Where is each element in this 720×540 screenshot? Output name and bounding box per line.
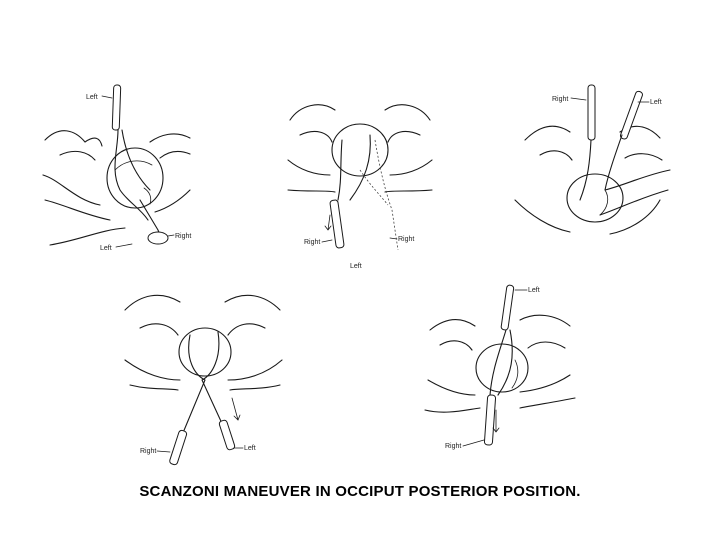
diagram-label: Left	[528, 287, 540, 294]
diagram-panel-2	[280, 80, 440, 270]
pelvis-outline	[540, 151, 662, 160]
panel-1-drawing	[40, 80, 205, 265]
rotation-arrow	[512, 360, 518, 388]
panel-4-drawing	[120, 280, 290, 475]
pelvis-outline	[60, 151, 190, 160]
diagram-label: Left	[244, 445, 256, 452]
pelvis-outline	[300, 131, 420, 142]
diagram-label: Right	[552, 96, 569, 103]
fetal-head	[476, 344, 528, 392]
forceps-handle	[112, 85, 121, 130]
figure-caption: SCANZONI MANEUVER IN OCCIPUT POSTERIOR POSITION.	[139, 483, 581, 500]
traction-arrow	[232, 398, 240, 420]
diagram-label: Left	[650, 99, 662, 106]
diagram-label: Left	[100, 245, 112, 252]
diagram-panel-5	[420, 280, 580, 465]
pelvis-outline	[288, 160, 432, 175]
pelvis-outline	[125, 360, 282, 380]
diagram-panel-4	[120, 280, 290, 475]
diagram-label: Right	[398, 236, 415, 243]
pelvis-outline	[430, 315, 570, 330]
forceps-handle	[620, 90, 644, 139]
forceps-handle	[219, 419, 236, 450]
pelvis-outline	[290, 105, 430, 120]
forceps-blade	[605, 135, 622, 190]
forceps-handle	[501, 285, 514, 331]
panel-3-drawing	[510, 80, 680, 250]
diagram-label: Right	[175, 233, 192, 240]
thigh-line	[45, 200, 125, 245]
thigh-line	[288, 190, 432, 192]
pelvis-outline	[140, 324, 265, 335]
diagram-label: Right	[304, 239, 321, 246]
forceps-blade	[202, 332, 225, 430]
rotation-arrow	[325, 215, 331, 230]
forceps-blade	[580, 140, 591, 200]
fetal-head	[179, 328, 231, 376]
panel-5-drawing	[420, 280, 580, 465]
forceps-ghost	[375, 140, 398, 250]
diagram-label: Right	[140, 448, 157, 455]
thigh-line	[425, 398, 575, 412]
panel-2-drawing	[280, 80, 440, 270]
diagram-label: Left	[350, 263, 362, 270]
pelvis-outline	[125, 295, 280, 310]
diagram-panel-3	[510, 80, 680, 250]
forceps-handle	[330, 200, 345, 249]
operator-hand	[600, 170, 670, 215]
forceps-handle	[588, 85, 595, 140]
diagram-label: Right	[445, 443, 462, 450]
diagram-label: Left	[86, 94, 98, 101]
forceps-blade	[122, 130, 150, 190]
forceps-blade	[498, 330, 512, 395]
diagram-panel-1	[40, 80, 205, 265]
forceps-blade	[180, 335, 205, 440]
forceps-blade	[350, 135, 370, 200]
forceps-handle	[148, 232, 168, 244]
fetal-head	[567, 174, 623, 222]
pelvis-outline	[515, 200, 660, 234]
forceps-handle	[169, 430, 187, 466]
forceps-handle	[484, 395, 495, 445]
